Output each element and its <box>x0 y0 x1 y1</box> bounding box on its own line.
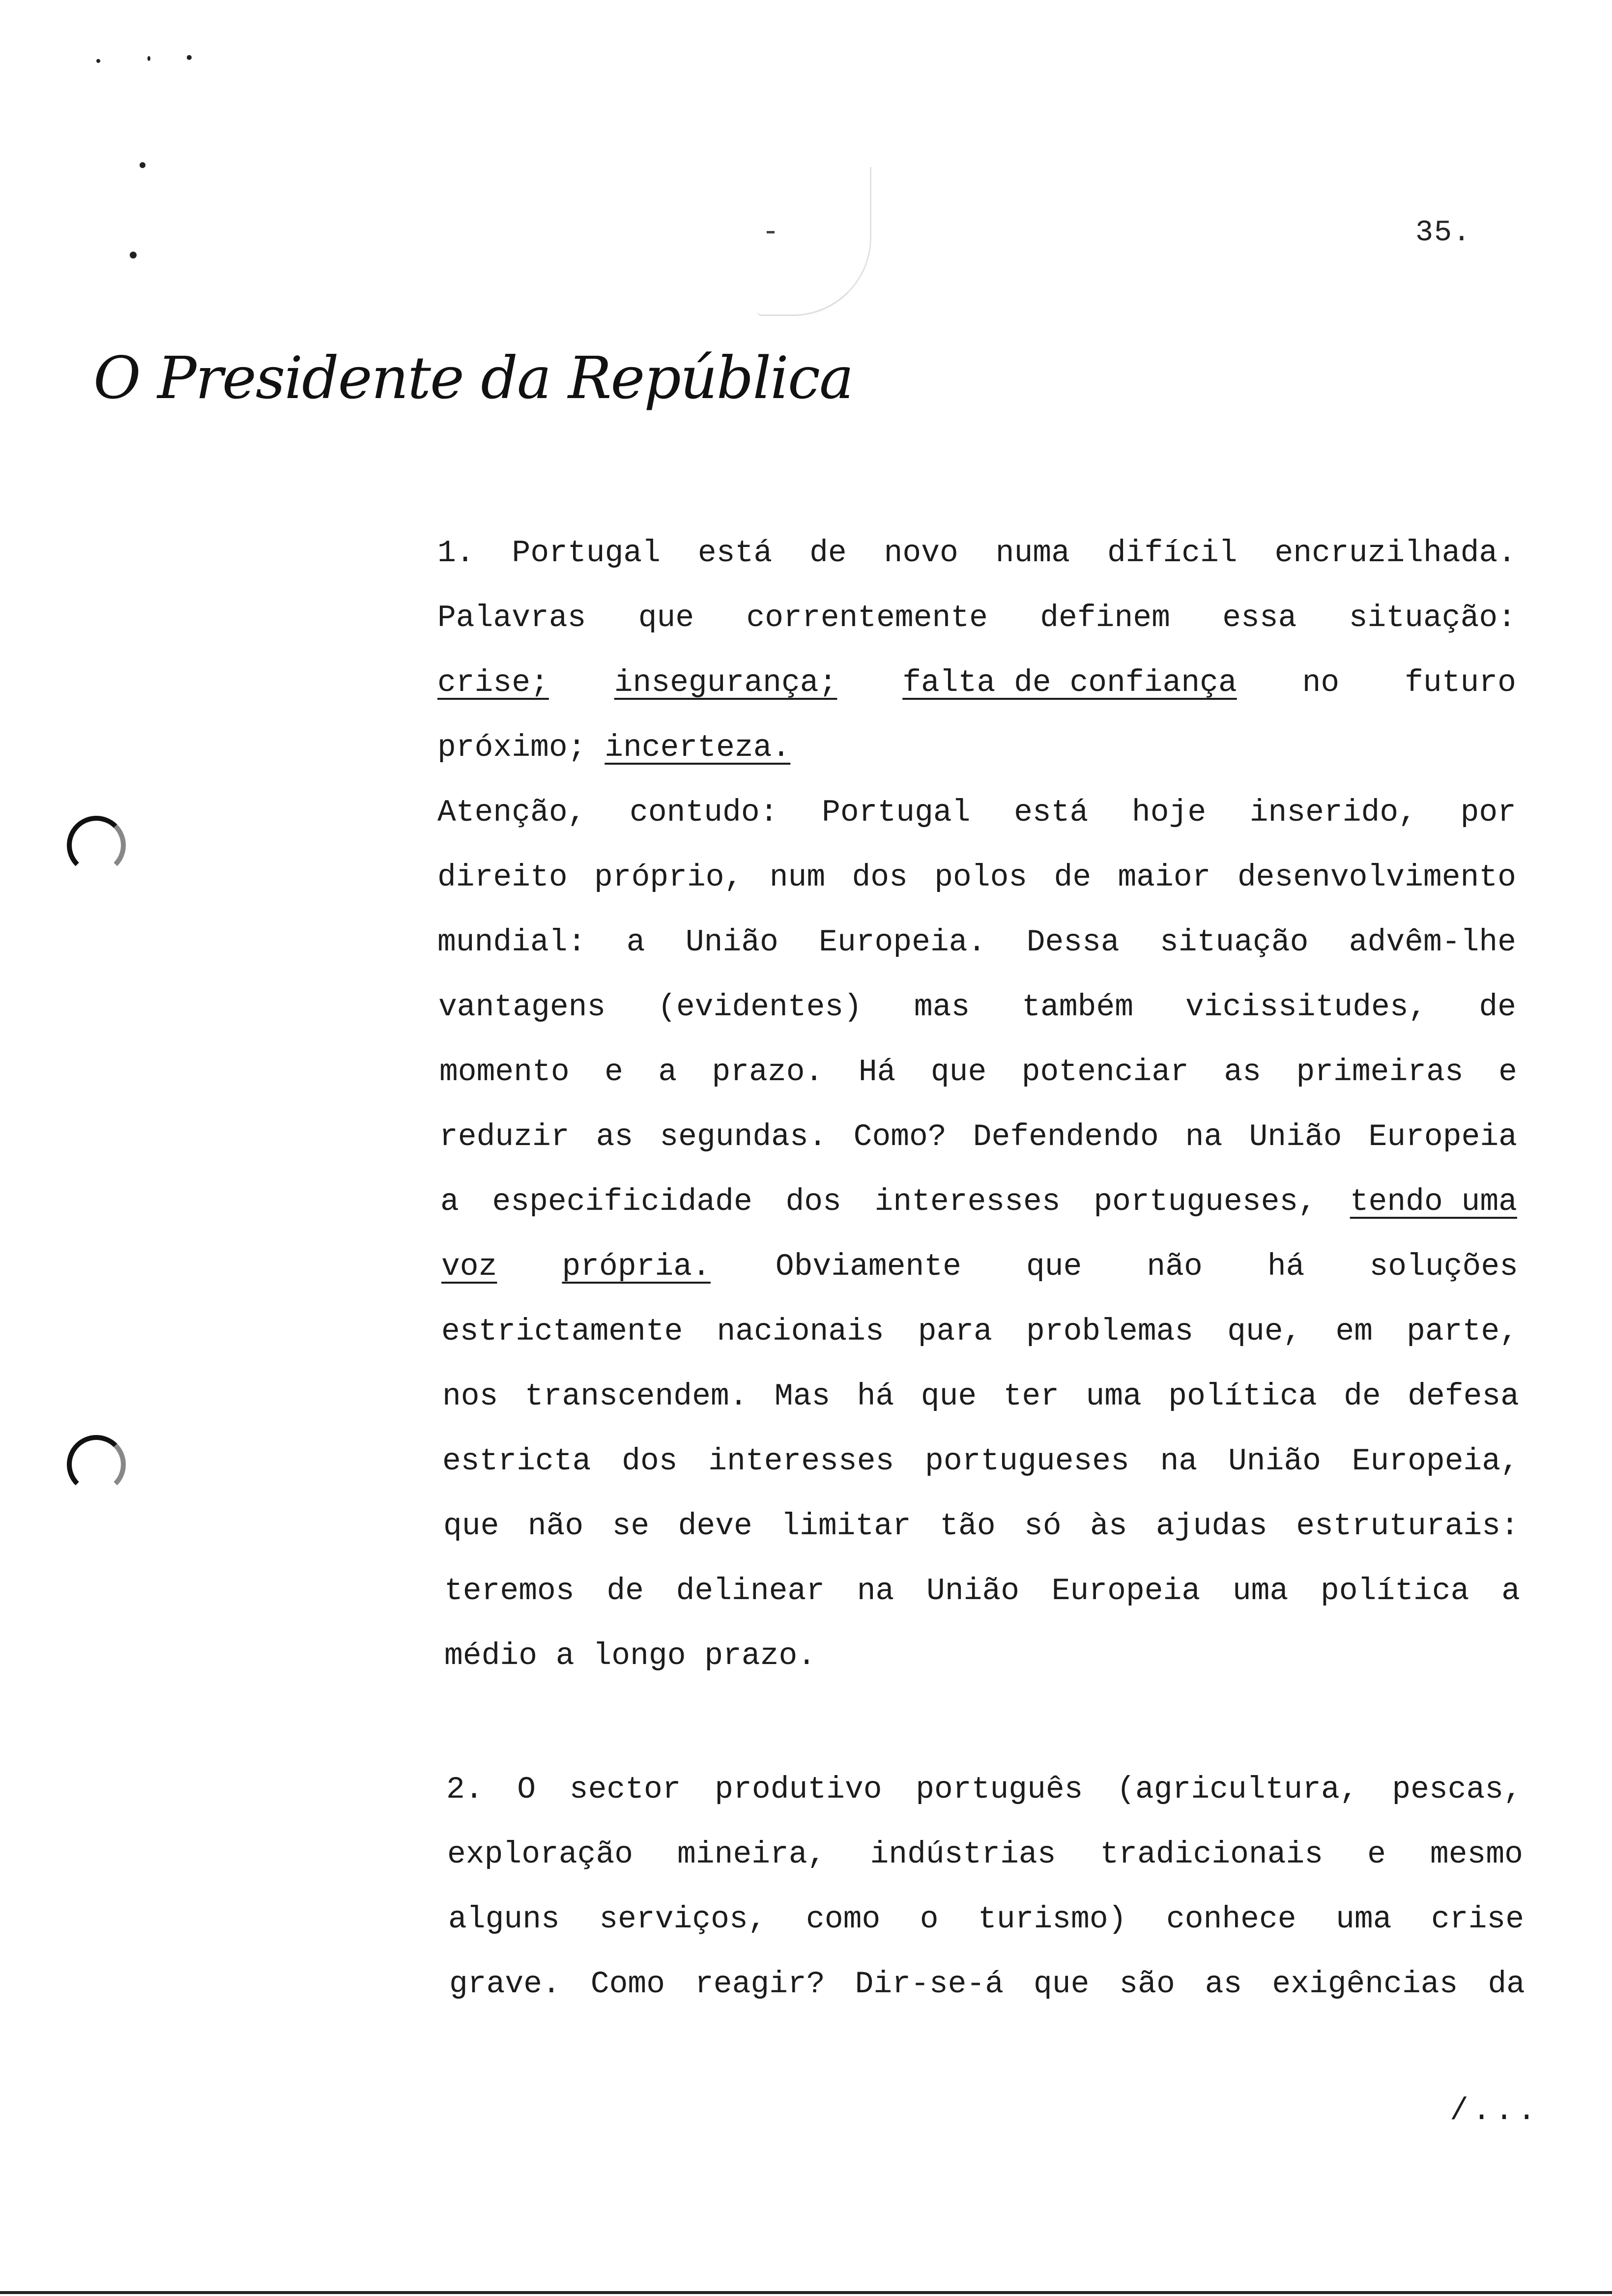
text-line: reduzir as segundas. Como? Defendendo na União Europeia <box>439 1119 1517 1154</box>
binder-hole-bottom <box>67 1435 126 1494</box>
text-line: 2. O sector produtivo português (agricultura, pescas, <box>446 1772 1522 1807</box>
letterhead: O Presidente da República <box>93 344 853 412</box>
text-line: estricta dos interesses portugueses na União Europeia, <box>442 1444 1519 1479</box>
underlined-incerteza: incerteza. <box>604 730 791 765</box>
text-line: que não se deve limitar tão só às ajudas estruturais: <box>443 1509 1519 1544</box>
scan-speck <box>187 55 192 60</box>
text-line: teremos de delinear na União Europeia uma política a <box>444 1574 1520 1608</box>
underlined-crise: crise; <box>437 665 549 700</box>
scan-bottom-edge <box>0 2291 1612 2294</box>
text-line: nos transcendem. Mas há que ter uma política de defesa <box>442 1379 1519 1414</box>
underlined-propria: própria. <box>562 1249 711 1284</box>
scan-speck <box>130 252 137 258</box>
binder-hole-top <box>67 816 126 875</box>
underlined-inseguranca: insegurança; <box>614 665 837 700</box>
underlined-tendo-uma: tendo uma <box>1350 1184 1517 1219</box>
text-line: grave. Como reagir? Dir-se-á que são as exigências da <box>449 1967 1525 2002</box>
text-line: momento e a prazo. Há que potenciar as primeiras e <box>439 1055 1517 1090</box>
scan-dash <box>767 231 775 233</box>
text-line: mundial: a União Europeia. Dessa situação advêm-lhe <box>437 925 1516 960</box>
scan-speck <box>147 56 150 61</box>
page-number: 35. <box>1415 216 1472 250</box>
text-line: crise; insegurança; falta de confiança no futuro <box>437 665 1516 700</box>
scan-speck <box>140 162 145 168</box>
text-line: próximo; incerteza. <box>437 730 791 765</box>
text-line: estrictamente nacionais para problemas que, em parte, <box>441 1314 1518 1349</box>
underlined-falta-de-confianca: falta de confiança <box>902 665 1237 700</box>
text-line: voz própria. Obviamente que não há soluções <box>441 1249 1518 1284</box>
underlined-voz: voz <box>441 1249 497 1284</box>
continuation-mark: /... <box>1450 2094 1540 2128</box>
text-line: direito próprio, num dos polos de maior desenvolvimento <box>437 860 1516 895</box>
scan-speck <box>96 59 100 63</box>
text-line: Atenção, contudo: Portugal está hoje inserido, por <box>437 795 1516 830</box>
text-line: alguns serviços, como o turismo) conhece uma crise <box>448 1902 1524 1937</box>
text-line: exploração mineira, indústrias tradicionais e mesmo <box>447 1837 1523 1872</box>
text-line: 1. Portugal está de novo numa difícil encruzilhada. <box>437 536 1516 571</box>
text-line: vantagens (evidentes) mas também vicissitudes, de <box>438 990 1516 1025</box>
text-line: Palavras que correntemente definem essa situação: <box>437 601 1516 635</box>
faint-stamp-arc <box>757 167 871 316</box>
text-line: médio a longo prazo. <box>444 1638 816 1673</box>
text-line: a especificidade dos interesses portugueses, tendo uma <box>440 1184 1517 1219</box>
